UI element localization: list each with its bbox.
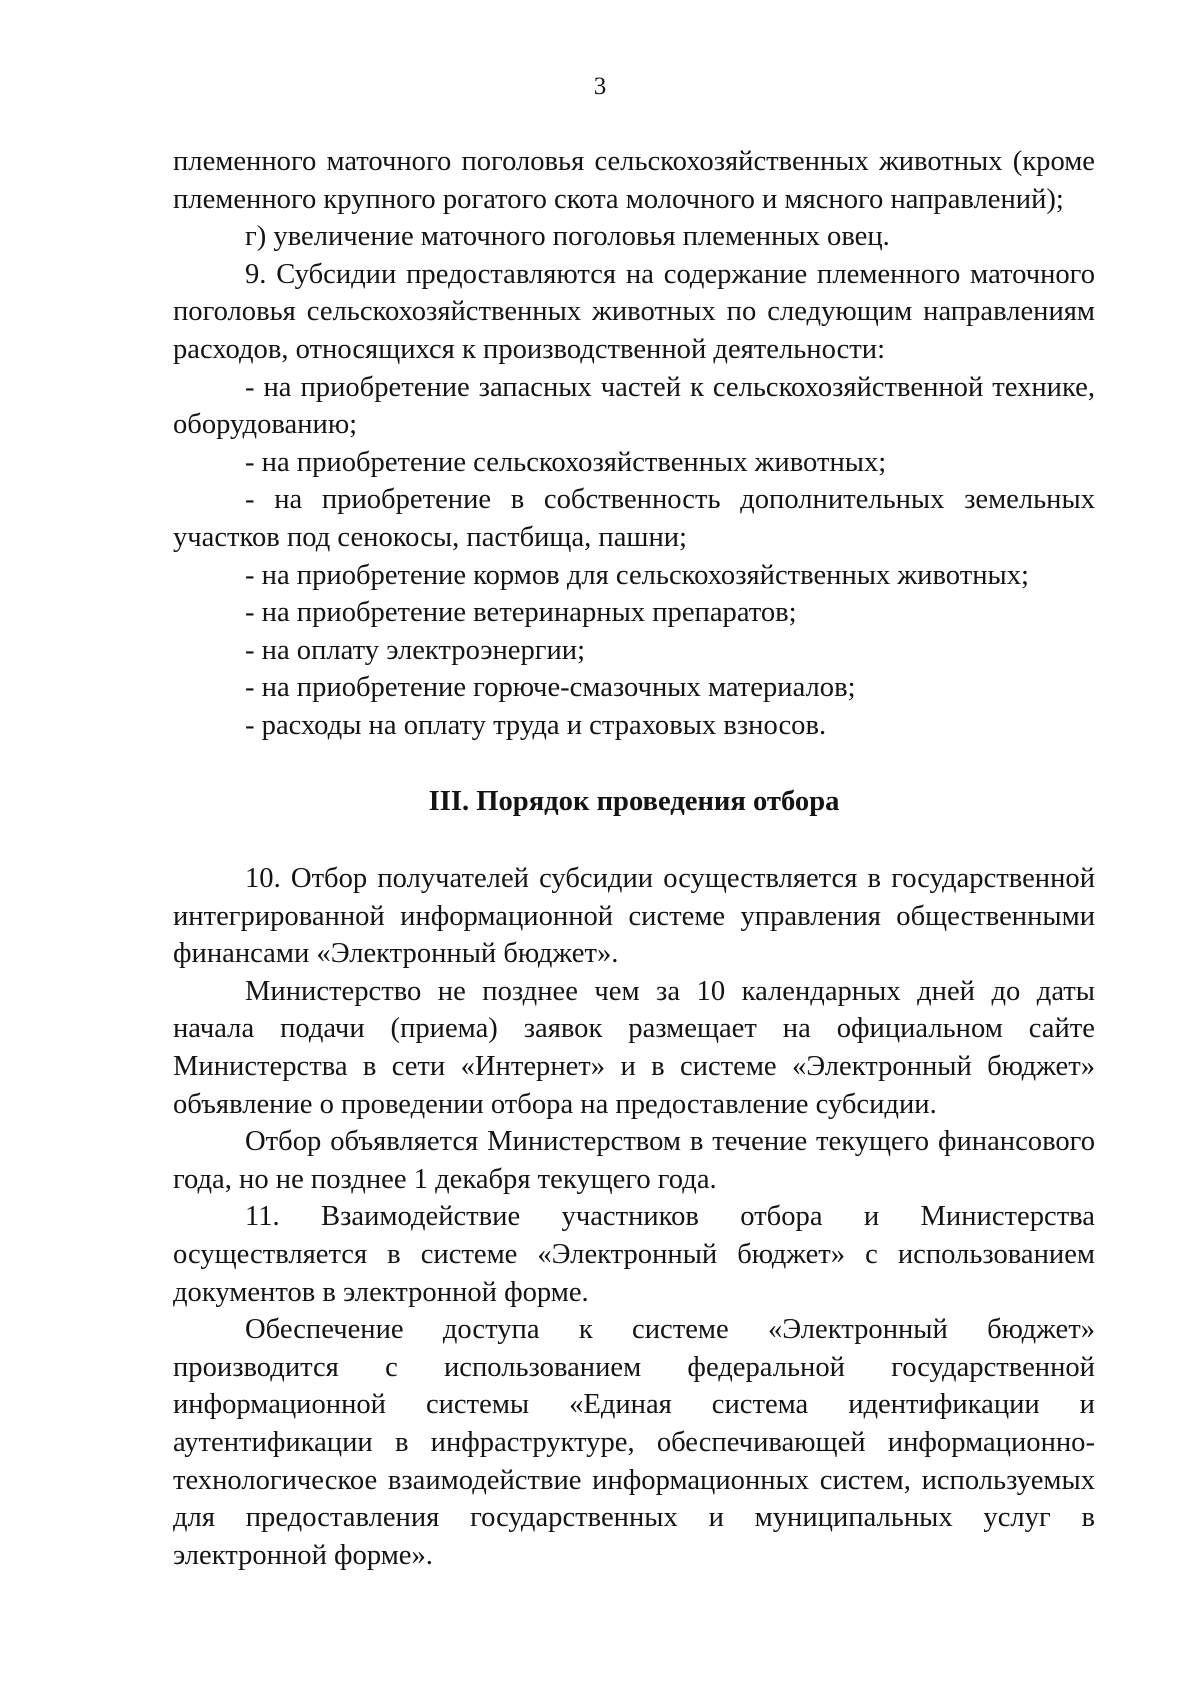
page-number: 3: [593, 73, 607, 100]
list-item-vet: - на приобретение ветеринарных препаратов;: [245, 597, 797, 629]
paragraph-10: 10. Отбор получателей субсидии осуществляется в государственной интегрированной информационной системе управления общественными финансами «Электронный бюджет».: [173, 863, 1095, 970]
paragraph-item-g: г) увеличение маточного поголовья племенных овец.: [245, 221, 890, 253]
list-item-spare-parts: - на приобретение запасных частей к сельскохозяйственной технике, оборудованию;: [173, 371, 1095, 441]
list-item-land: - на приобретение в собственность дополнительных земельных участков под сенокосы, пастбища, пашни;: [173, 484, 1095, 553]
list-item-labor: - расходы на оплату труда и страховых взносов.: [245, 709, 827, 741]
spacer: [173, 820, 1095, 860]
paragraph-11: 11. Взаимодействие участников отбора и Министерства осуществляется в системе «Электронный бюджет» с использованием документов в электронной форме.: [173, 1201, 1095, 1308]
list-item-animals: - на приобретение сельскохозяйственных животных;: [245, 446, 887, 478]
paragraph-9: 9. Субсидии предоставляются на содержание племенного маточного поголовья сельскохозяйственных животных по следующим направлениям расходов, относящихся к производственной деятельности:: [173, 258, 1095, 365]
paragraph-10-deadline: Отбор объявляется Министерством в течение текущего финансового года, но не позднее 1 декабря текущего года.: [173, 1126, 1095, 1195]
list-item-feed: - на приобретение кормов для сельскохозяйственных животных;: [245, 559, 1029, 591]
list-item-fuel: - на приобретение горюче-смазочных материалов;: [245, 672, 856, 704]
paragraph-continuation: племенного маточного поголовья сельскохозяйственных животных (кроме племенного крупного рогатого скота молочного и мясного направлений);: [173, 146, 1095, 215]
section-heading: III. Порядок проведения отбора: [428, 785, 840, 817]
paragraph-11-access: Обеспечение доступа к системе «Электронный бюджет» производится с использованием федеральной государственной информационной системы «Единая система идентификации и аутентификации в инфраструктуре, обеспечивающей информационно-технологическое взаимодействие информационных систем, используемых для предоставления государственных и муниципальных услуг в электронной форме».: [173, 1314, 1095, 1571]
spacer: [173, 745, 1095, 783]
document-body: [173, 143, 1095, 1574]
paragraph-10-announcement: Министерство не позднее чем за 10 календарных дней до даты начала подачи (приема) заявок размещает на официальном сайте Министерства в сети «Интернет» и в системе «Электронный бюджет» объявление о проведении отбора на предоставление субсидии.: [173, 975, 1095, 1120]
list-item-electricity: - на оплату электроэнергии;: [245, 634, 586, 666]
